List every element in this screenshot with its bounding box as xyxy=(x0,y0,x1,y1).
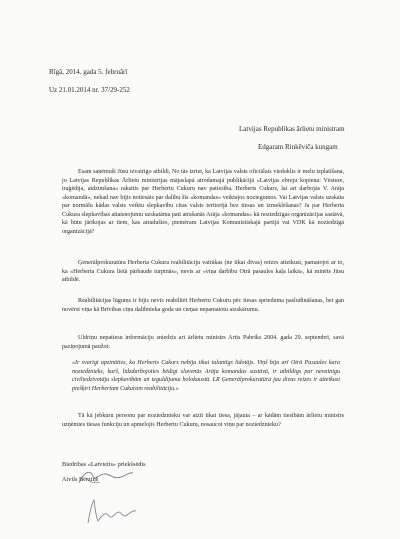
quote-block: «Ir svarīgi apzināties, ka Herberts Cukurs nebija tikai talantīgs lidotājs. Viņš bija arī Otrā Pasaules kara noziedznieks, kurš, līdzdarbojoties bēdīgi slavenās Arāja komandas sastāvā, ir atbildīgs par nevainīgu civiliedzīvotāju slepkavībām un ieguldījumu holokaustā. LR Ģenerālprokuratūra jau divas reizes ir atteikusi piešķirt Herbertam Cukuram reabilitāciju.» xyxy=(72,360,340,392)
paragraph-1: Esam saņēmuši Jūsu izvairīgo atbildi. No tās izriet, ka Latvijas valsts oficiālais viedoklis ir melu izplatīšana, jo Latvijas Republikas Ārlietu ministrijas mājaslapā atrodamajā publikācijā «Latvijas ebreju kopiena: Vēsture, traģēdija, atdzimšana» rakstīts par Herbertu Cukuru nav patiesība. Herberts Cukurs, lai arī darbojās V. Arāja «komandā», nekad nav bijis notiesāts par dalību šīs «komandas» veiktajos noziegumos. Vai Latvijas valsts uzskata par normālu kādas valsts veiktu slepkavību citas valsts teritorijā bez tiesas un izmeklēšanas? Ja par Herberta Cukura slepkavības attaisnojumu uzskatāma pati atrašanās Arāja «komandas» kā noziedzīgas organizācijas sastāvā, kā būtu jārīkojas ar tiem, kas atradušies, piemēram Latvijas Komunistiskajā partijā vai VDK kā noziedzīgā organizācijā? xyxy=(62,169,344,235)
paragraph-3: Reabilitācijas lūgums ir bijis nevis reabilitēt Herbertu Cukuru pēc tiesas sprieduma pasludināšanas, bet gan novērst viņa kā Brīvības cīņu dalībnieka goda un cieņas nepamatotu aizskārumu. xyxy=(62,298,344,313)
signature-organization: Biedrības «Latvietis» priekšsēdis xyxy=(62,461,146,468)
paragraph-4: Uldriņu nepatiesu informāciju sniedzis arī ārlietu ministrs Artis Pabriks 2004. gada 29. septembrī, savā paziņojumā paužot: xyxy=(62,335,344,350)
recipient-name: Edgaram Rinkēviča kungam xyxy=(258,143,338,151)
reference-number: Uz 21.01.2014 nr. 37/29-252 xyxy=(49,86,130,94)
signatory-name: Aivils Bērziņš xyxy=(62,476,99,483)
paragraph-5: Tā kā jebkuru personu par noziedznieku var atzīt tikai tiesa, jājauta – ar kādām tiesībām ārlietu ministrs uzņēmies tiesas funkciju un apmelojis Herbertu Cukuru, nosaucot viņu par noziedznieku? xyxy=(62,413,344,428)
place-date: Rīgā, 2014. gada 5. februārī xyxy=(49,68,128,76)
paragraph-2: Ģenerālprokuratūra Herberta Cukura reabilitāciju vairākas (ne tikai divas) reizes atteikusi, pamatojot ar to, ka «Herberta Cukura lietā pārbaude turpinās», nevis ar «viņa darbību Otrā pasaules kaļa laikā», kā minēts Jūsu atbildē. xyxy=(62,260,344,284)
handwritten-signature-2 xyxy=(82,497,138,527)
recipient-title: Latvijas Republikas ārlietu ministram xyxy=(239,125,345,133)
